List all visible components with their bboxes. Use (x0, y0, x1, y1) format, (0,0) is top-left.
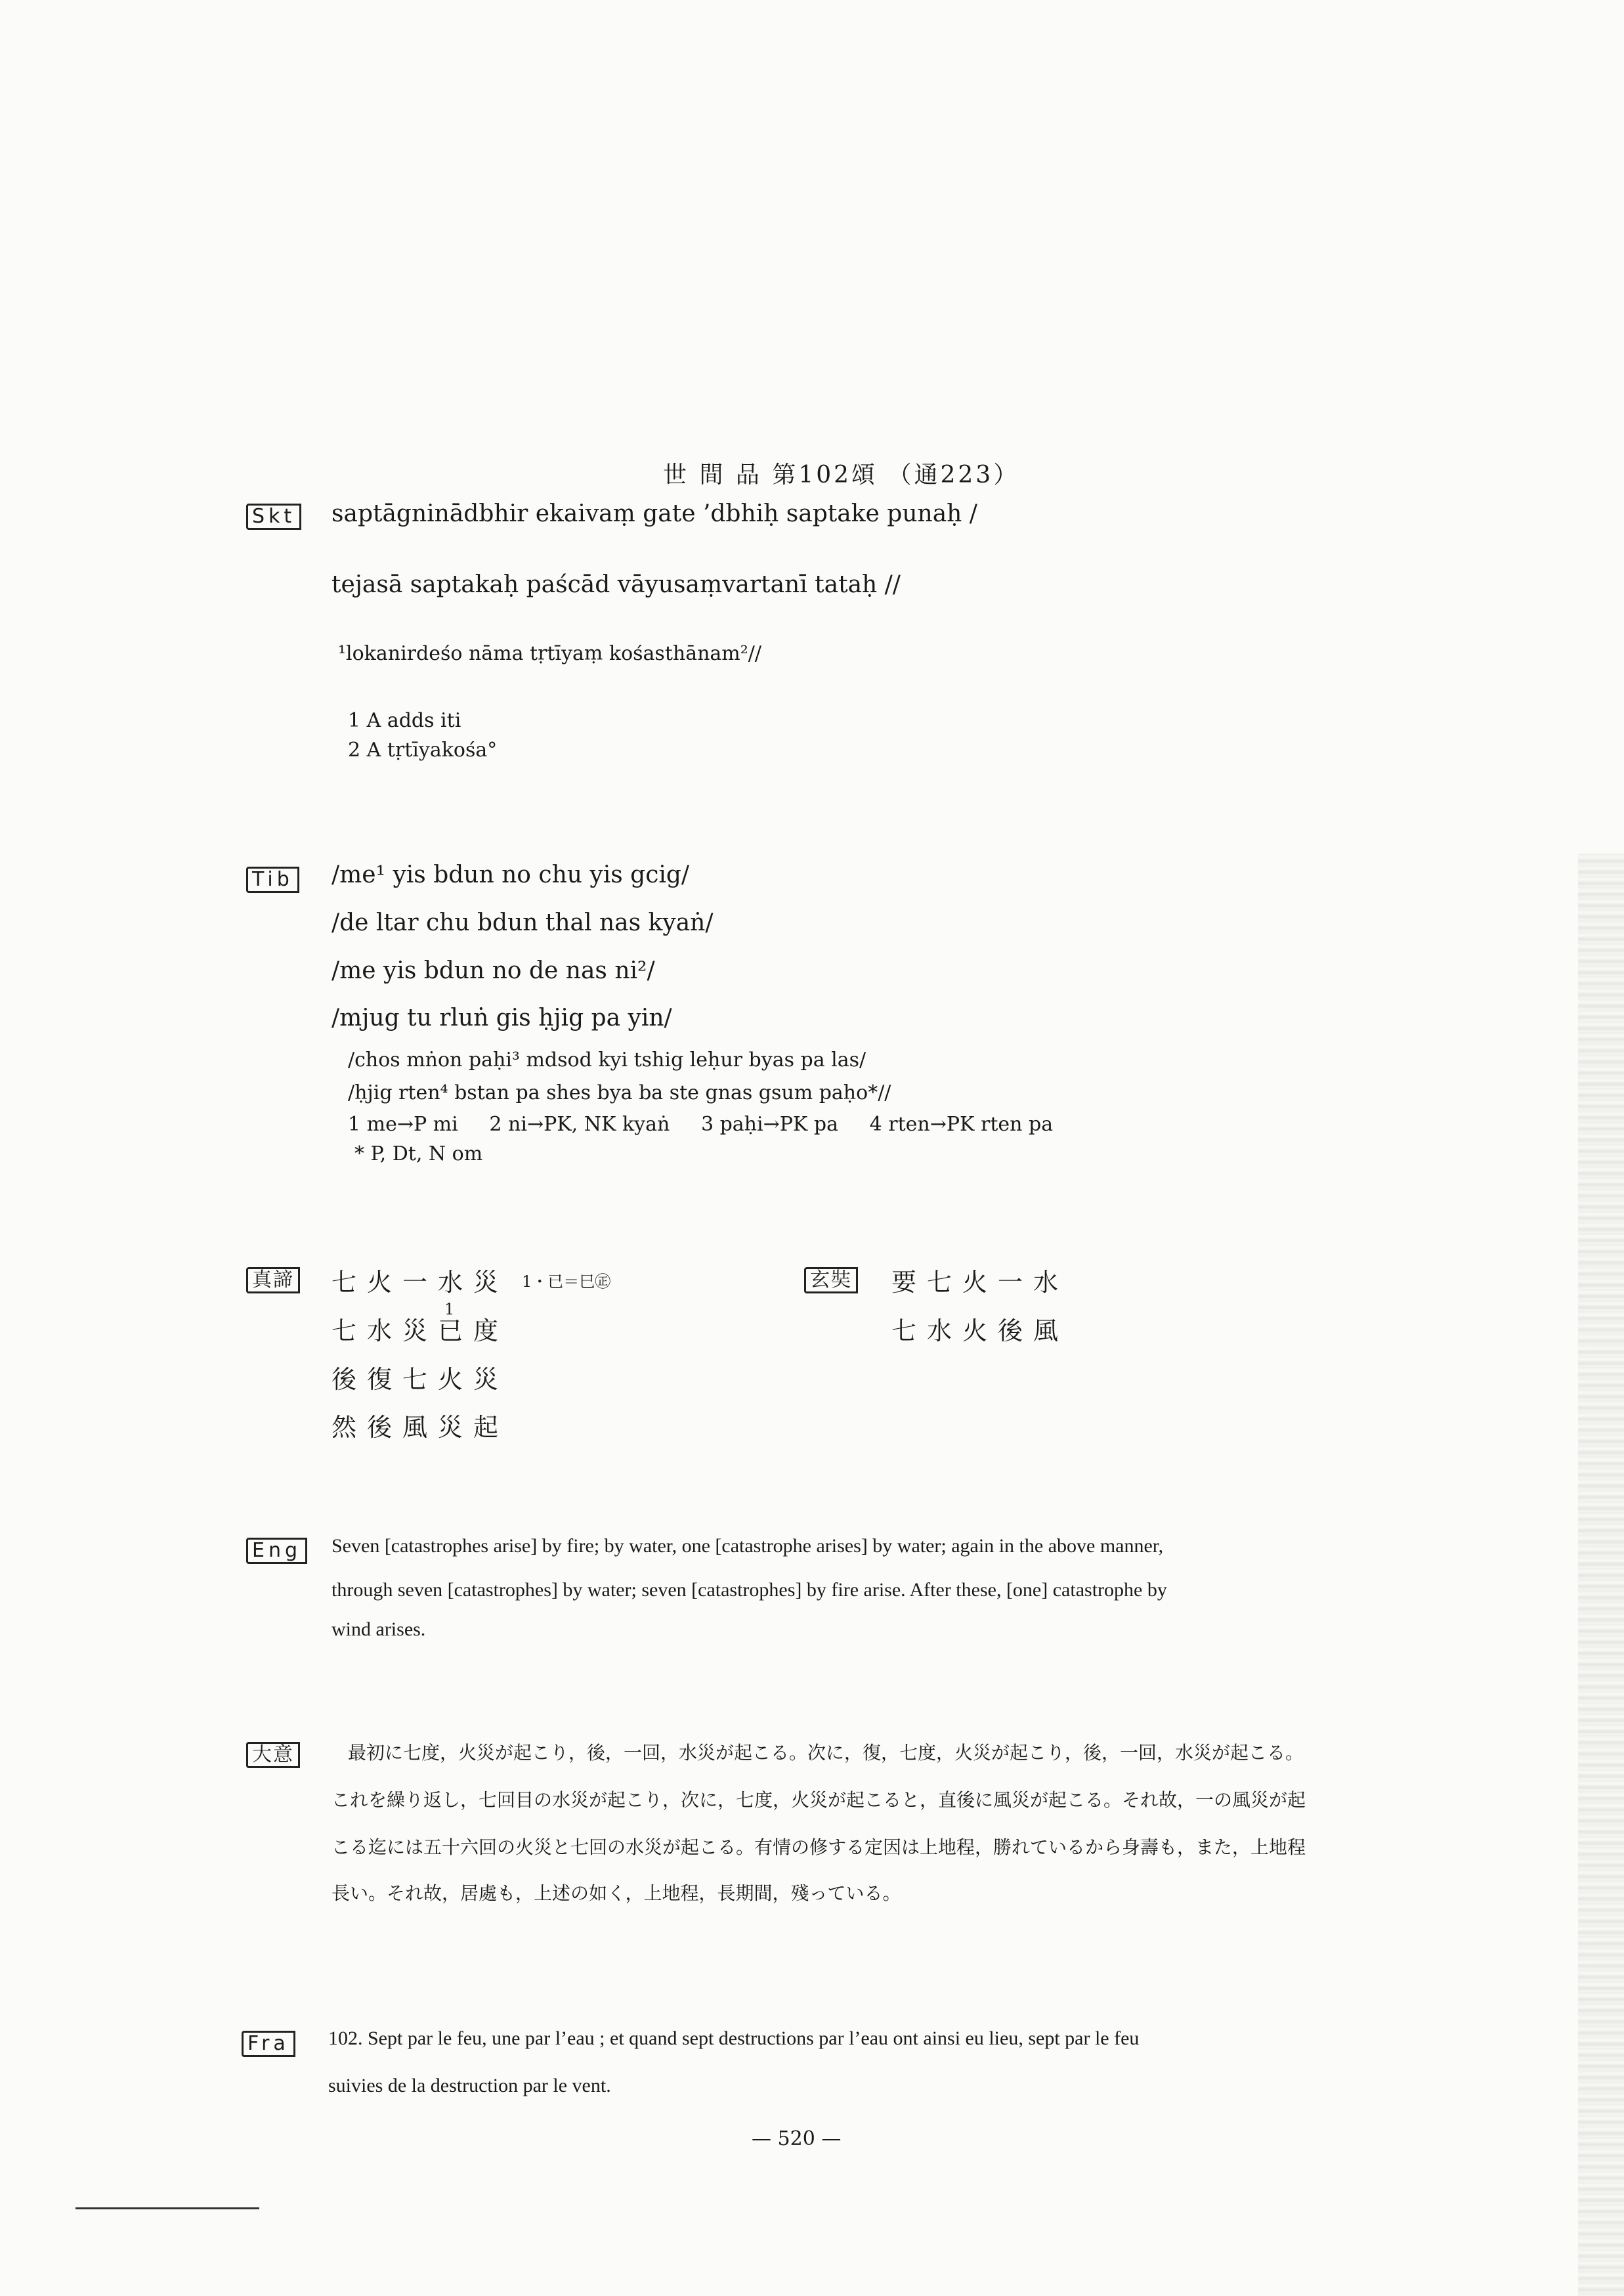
paramartha-line-2: 七水災已度 (331, 1316, 509, 1345)
tag-jp: 大意 (246, 1742, 300, 1768)
jp-line-2: これを繰り返し，七回目の水災が起こり，次に，七度，火災が起こると，直後に風災が起こる。それ故，一の風災が起 (331, 1789, 1306, 1811)
paramartha-superscript: 1 (444, 1300, 455, 1318)
xuanzang-line-2: 七水火後風 (891, 1316, 1069, 1345)
skt-note-1: 1 A adds iti (348, 709, 461, 732)
tib-line-1: /me¹ yis bdun no chu yis gcig/ (331, 861, 690, 888)
eng-line-3: wind arises. (331, 1618, 426, 1640)
tag-paramartha: 真諦 (246, 1267, 300, 1293)
eng-line-2: through seven [catastrophes] by water; seven [catastrophes] by fire arise. After these, [one] catastrophe by (331, 1579, 1167, 1601)
eng-line-1: Seven [catastrophes arise] by fire; by water, one [catastrophe arises] by water; again in the above manner, (331, 1535, 1164, 1557)
page-title: 世 間 品 第102頌 （通223） (663, 462, 1020, 488)
tib-note-star: * P, Dt, N om (354, 1142, 483, 1165)
paramartha-line-3: 後復七火災 (331, 1365, 509, 1394)
paramartha-line-4: 然後風災起 (331, 1413, 509, 1442)
xuanzang-line-1: 要七火一水 (891, 1268, 1069, 1297)
jp-line-1: 最初に七度，火災が起こり，後，一回，水災が起こる。次に，復，七度，火災が起こり，後，一回，水災が起こる。 (348, 1742, 1304, 1764)
tag-skt: Skt (246, 504, 301, 530)
tib-colophon-1: /chos mṅon paḥi³ mdsod kyi tshig leḥur byas pa las/ (348, 1049, 866, 1072)
paramartha-note: 1・已＝巳㊣ (522, 1272, 611, 1291)
tib-notes: 1 me→P mi 2 ni→PK, NK kyaṅ 3 paḥi→PK pa 4 rten→PK rten pa (348, 1113, 1054, 1136)
skt-line-2: tejasā saptakaḥ paścād vāyusaṃvartanī tataḥ // (331, 571, 901, 598)
tib-line-4: /mjug tu rluṅ gis ḥjig pa yin/ (331, 1005, 672, 1031)
tag-eng: Eng (246, 1538, 307, 1564)
skt-note-2: 2 A tṛtīyakośa° (348, 739, 498, 762)
skt-line-1: saptāgninādbhir ekaivaṃ gate ’dbhiḥ saptake punaḥ / (331, 500, 977, 527)
tag-fra: Fra (242, 2031, 295, 2057)
tib-colophon-2: /ḥjig rten⁴ bstan pa shes bya ba ste gnas gsum paḥo*// (348, 1081, 891, 1104)
scan-edge-noise (1578, 854, 1624, 2296)
jp-line-4: 長い。それ故，居處も，上述の如く，上地程，長期間，殘っている。 (331, 1882, 901, 1904)
tag-tib: Tib (246, 867, 299, 893)
skt-colophon: ¹lokanirdeśo nāma tṛtīyaṃ kośasthānam²// (338, 642, 761, 665)
tag-xuanzang: 玄奘 (804, 1267, 858, 1293)
page-number: — 520 — (752, 2127, 842, 2150)
jp-line-3: こる迄には五十六回の火災と七回の水災が起こる。有情の修する定因は上地程，勝れているから身壽も，また，上地程 (331, 1836, 1306, 1858)
tib-line-2: /de ltar chu bdun thal nas kyaṅ/ (331, 909, 714, 936)
paramartha-line-1: 七火一水災 (331, 1268, 509, 1297)
fra-line-2: suivies de la destruction par le vent. (328, 2075, 611, 2096)
footer-rule (75, 2207, 259, 2209)
fra-line-1: 102. Sept par le feu, une par l’eau ; et quand sept destructions par l’eau ont ainsi eu lieu, sept par le feu (328, 2027, 1140, 2049)
tib-line-3: /me yis bdun no de nas ni²/ (331, 957, 655, 984)
